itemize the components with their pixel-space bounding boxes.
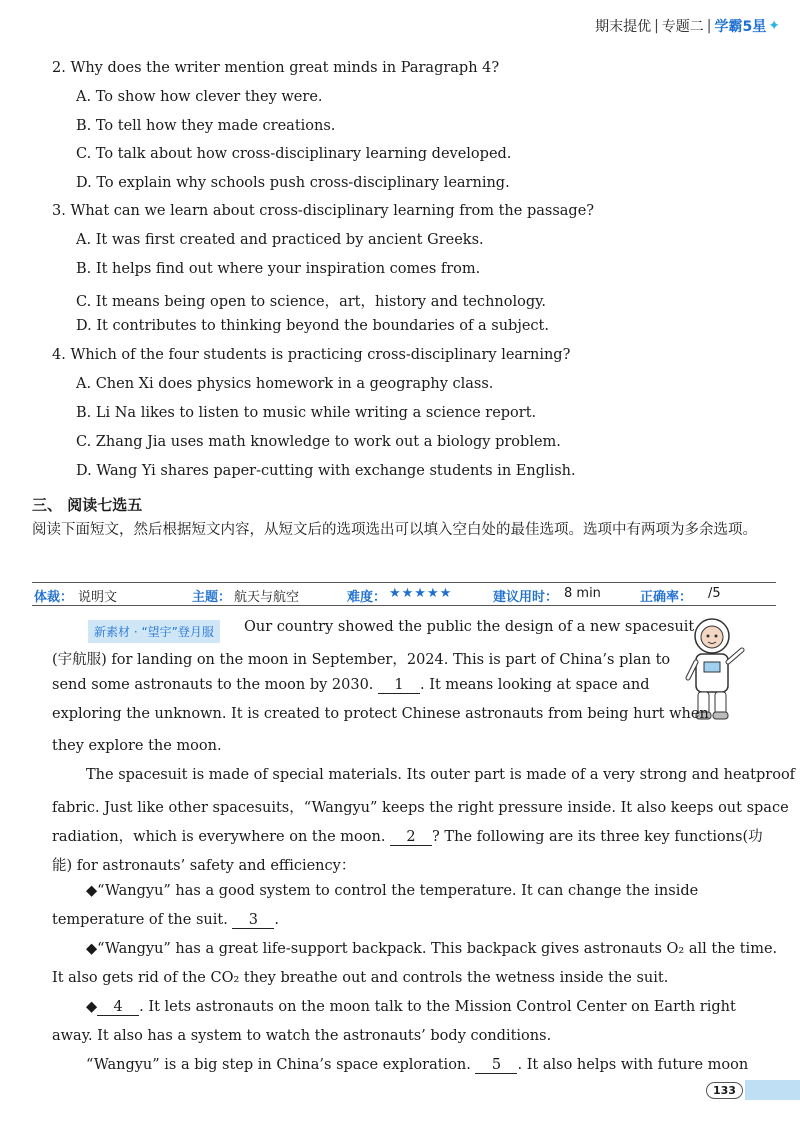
q4-option-a: A. Chen Xi does physics homework in a geography class. [76,376,494,392]
passage-line-3: send some astronauts to the moon by 2030. 1 . It means looking at space and [52,677,650,693]
sparkle-icon: ✦ [768,18,780,34]
passage-line-1: Our country showed the public the design of a new spacesuit [244,619,695,635]
topic-value: 航天与航空 [234,590,300,605]
blank-3[interactable]: 3 [232,912,274,929]
header-brand: 学霸5星 [714,19,767,35]
passage-line-15: away. It also has a system to watch the astronauts’ body conditions. [52,1028,552,1044]
section-instruction: 阅读下面短文，然后根据短文内容，从短文后的选项选出可以填入空白处的最佳选项。选项中有两项为多余选项。 [32,522,757,538]
difficulty-key: 难度： [347,590,387,605]
passage-line-2: (宇航服) for landing on the moon in September，2024. This is part of China’s plan to [52,652,671,668]
header-part2: 专题二 [661,19,704,35]
blank-2[interactable]: 2 [390,829,432,846]
genre-key: 体裁： [34,590,74,605]
q3-option-b: B. It helps find out where your inspiration comes from. [76,261,481,277]
time-value: 8 min [564,586,601,601]
blank-1[interactable]: 1 [378,677,420,694]
passage-line-10: ◆“Wangyu” has a good system to control the temperature. It can change the inside [86,883,699,899]
accuracy-value: /5 [708,586,721,601]
passage-line-13: It also gets rid of the CO₂ they breathe out and controls the wetness inside the suit. [52,970,669,986]
q4-option-c: C. Zhang Jia uses math knowledge to work out a biology problem. [76,434,561,450]
passage-line-7: fabric. Just like other spacesuits，“Wangyu” keeps the right pressure inside. It also keeps out space [52,800,789,816]
time-key: 建议用时： [493,590,559,605]
q4-option-d: D. Wang Yi shares paper-cutting with exchange students in English. [76,463,576,479]
q2-option-d: D. To explain why schools push cross-disciplinary learning. [76,175,510,191]
difficulty-stars: ★★★★★ [389,586,453,601]
passage-line-4: exploring the unknown. It is created to protect Chinese astronauts from being hurt when [52,706,709,722]
passage-line-8: radiation，which is everywhere on the moon. 2 ? The following are its three key functions(功 [52,829,763,845]
question-2: 2. Why does the writer mention great minds in Paragraph 4? [52,60,500,76]
passage-line-6: The spacesuit is made of special materials. Its outer part is made of a very strong and heatproof [86,767,796,783]
accuracy-key: 正确率： [640,590,693,605]
q3-option-d: D. It contributes to thinking beyond the boundaries of a subject. [76,318,549,334]
passage-line-9: 能) for astronauts’ safety and efficiency： [52,858,356,874]
q2-option-c: C. To talk about how cross-disciplinary learning developed. [76,146,512,162]
blank-5[interactable]: 5 [475,1057,517,1074]
passage-line-5: they explore the moon. [52,738,222,754]
info-bar [32,582,776,606]
q2-option-a: A. To show how clever they were. [76,89,323,105]
q3-option-c: C. It means being open to science，art，history and technology. [76,294,547,310]
passage-line-11: temperature of the suit. 3 . [52,912,280,928]
page-number: 133 [706,1082,743,1099]
q3-option-a: A. It was first created and practiced by ancient Greeks. [76,232,484,248]
passage-line-12: ◆“Wangyu” has a great life-support backpack. This backpack gives astronauts O₂ all the time. [86,941,778,957]
page-header: 期末提优 | 专题二 | 学霸5星 ✦ [595,18,780,35]
q2-option-b: B. To tell how they made creations. [76,118,336,134]
blank-4[interactable]: 4 [97,999,139,1016]
genre-value: 说明文 [78,590,118,605]
passage-line-16: “Wangyu” is a big step in China’s space exploration. 5 . It also helps with future moon [86,1057,749,1073]
material-tag: 新素材 · “望宇”登月服 [88,620,220,643]
passage-line-14: ◆ 4 . It lets astronauts on the moon talk to the Mission Control Center on Earth right [86,999,736,1015]
topic-key: 主题： [192,590,232,605]
page-number-badge [706,1080,800,1100]
q4-option-b: B. Li Na likes to listen to music while writing a science report. [76,405,537,421]
question-4: 4. Which of the four students is practicing cross-disciplinary learning? [52,347,571,363]
header-part1: 期末提优 [595,19,652,35]
section-title: 三、 阅读七选五 [32,496,143,514]
question-3: 3. What can we learn about cross-disciplinary learning from the passage? [52,203,595,219]
